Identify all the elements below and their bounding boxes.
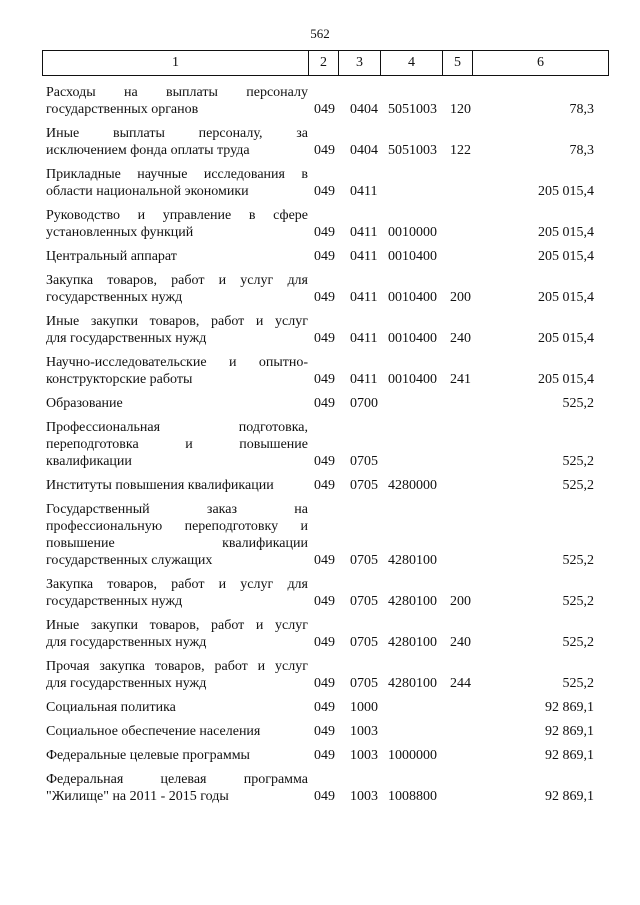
row-description: [46, 313, 308, 347]
table-row: [0, 207, 640, 241]
section-code: 0411: [350, 225, 378, 240]
amount: 525,2: [562, 396, 594, 411]
amount: 92 869,1: [545, 789, 594, 804]
row-description: [46, 699, 308, 716]
description-line: Иные выплаты персоналу, за: [46, 126, 308, 141]
row-description: [46, 419, 308, 470]
description-line: профессиональную переподготовку и: [46, 519, 308, 534]
amount: 205 015,4: [538, 249, 594, 264]
target-article-code: 0010400: [388, 290, 437, 305]
section-code: 0705: [350, 478, 378, 493]
section-code: 0705: [350, 676, 378, 691]
table-row: [0, 501, 640, 569]
table-row: [0, 477, 640, 494]
section-code: 0705: [350, 635, 378, 650]
table-row: [0, 699, 640, 716]
amount: 205 015,4: [538, 225, 594, 240]
section-code: 1000: [350, 700, 378, 715]
section-code: 0705: [350, 594, 378, 609]
description-line: области национальной экономики: [46, 184, 249, 199]
amount: 205 015,4: [538, 372, 594, 387]
ministry-code: 049: [314, 724, 335, 739]
column-header-row: [43, 51, 609, 76]
description-line: Иные закупки товаров, работ и услуг: [46, 314, 308, 329]
amount: 525,2: [562, 594, 594, 609]
ministry-code: 049: [314, 748, 335, 763]
target-article-code: 4280100: [388, 553, 437, 568]
description-line: Профессиональная подготовка,: [46, 420, 308, 435]
table-row: [0, 166, 640, 200]
ministry-code: 049: [314, 478, 335, 493]
ministry-code: 049: [314, 290, 335, 305]
ministry-code: 049: [314, 249, 335, 264]
description-line: для государственных нужд: [46, 635, 207, 650]
ministry-code: 049: [314, 454, 335, 469]
target-article-code: 5051003: [388, 102, 437, 117]
table-row: [0, 771, 640, 805]
ministry-code: 049: [314, 102, 335, 117]
amount: 92 869,1: [545, 700, 594, 715]
row-description: [46, 166, 308, 200]
description-line: Прочая закупка товаров, работ и услуг: [46, 659, 308, 674]
expense-type-code: 200: [450, 594, 471, 609]
target-article-code: 4280100: [388, 594, 437, 609]
description-line: конструкторские работы: [46, 372, 193, 387]
expense-type-code: 200: [450, 290, 471, 305]
row-description: [46, 576, 308, 610]
ministry-code: 049: [314, 225, 335, 240]
section-code: 1003: [350, 789, 378, 804]
row-description: [46, 125, 308, 159]
description-line: исключением фонда оплаты труда: [46, 143, 250, 158]
table-row: [0, 617, 640, 651]
table-row: [0, 576, 640, 610]
target-article-code: 4280100: [388, 676, 437, 691]
row-description: [46, 501, 308, 569]
description-line: Социальное обеспечение населения: [46, 724, 261, 739]
column-header-1: 1: [43, 51, 309, 76]
amount: 205 015,4: [538, 184, 594, 199]
row-description: [46, 617, 308, 651]
target-article-code: 0010000: [388, 225, 437, 240]
description-line: Научно-исследовательские и опытно-: [46, 355, 308, 370]
amount: 525,2: [562, 553, 594, 568]
description-line: Закупка товаров, работ и услуг для: [46, 273, 308, 288]
description-line: Образование: [46, 396, 123, 411]
ministry-code: 049: [314, 372, 335, 387]
section-code: 0404: [350, 102, 378, 117]
section-code: 1003: [350, 748, 378, 763]
description-line: Государственный заказ на: [46, 502, 308, 517]
row-description: [46, 84, 308, 118]
column-header-3: 3: [339, 51, 381, 76]
amount: 92 869,1: [545, 724, 594, 739]
table-row: [0, 723, 640, 740]
amount: 78,3: [569, 143, 594, 158]
section-code: 0411: [350, 290, 378, 305]
ministry-code: 049: [314, 700, 335, 715]
row-description: [46, 272, 308, 306]
ministry-code: 049: [314, 331, 335, 346]
amount: 525,2: [562, 635, 594, 650]
ministry-code: 049: [314, 184, 335, 199]
table-row: [0, 272, 640, 306]
section-code: 0411: [350, 372, 378, 387]
description-line: государственных органов: [46, 102, 199, 117]
description-line: для государственных нужд: [46, 331, 207, 346]
column-header-2: 2: [309, 51, 339, 76]
row-description: [46, 248, 308, 265]
description-line: для государственных нужд: [46, 676, 207, 691]
amount: 525,2: [562, 676, 594, 691]
target-article-code: 4280100: [388, 635, 437, 650]
description-line: Закупка товаров, работ и услуг для: [46, 577, 308, 592]
description-line: переподготовка и повышение: [46, 437, 308, 452]
column-header-table: [42, 50, 609, 76]
section-code: 1003: [350, 724, 378, 739]
description-line: Социальная политика: [46, 700, 176, 715]
amount: 525,2: [562, 478, 594, 493]
description-line: государственных нужд: [46, 290, 183, 305]
row-description: [46, 395, 308, 412]
ministry-code: 049: [314, 594, 335, 609]
ministry-code: 049: [314, 143, 335, 158]
target-article-code: 0010400: [388, 372, 437, 387]
section-code: 0404: [350, 143, 378, 158]
row-description: [46, 477, 308, 494]
ministry-code: 049: [314, 789, 335, 804]
description-line: повышение квалификации: [46, 536, 308, 551]
row-description: [46, 658, 308, 692]
amount: 92 869,1: [545, 748, 594, 763]
row-description: [46, 354, 308, 388]
page-number: 562: [310, 26, 330, 41]
table-row: [0, 747, 640, 764]
section-code: 0705: [350, 454, 378, 469]
description-line: Прикладные научные исследования в: [46, 167, 308, 182]
target-article-code: 1008800: [388, 789, 437, 804]
table-row: [0, 419, 640, 470]
column-header-6: 6: [473, 51, 609, 76]
expense-type-code: 120: [450, 102, 471, 117]
description-line: Федеральные целевые программы: [46, 748, 250, 763]
section-code: 0411: [350, 184, 378, 199]
column-header-5: 5: [443, 51, 473, 76]
description-line: Иные закупки товаров, работ и услуг: [46, 618, 308, 633]
target-article-code: 1000000: [388, 748, 437, 763]
row-description: [46, 747, 308, 764]
description-line: государственных служащих: [46, 553, 213, 568]
table-row: [0, 354, 640, 388]
ministry-code: 049: [314, 676, 335, 691]
row-description: [46, 723, 308, 740]
expense-type-code: 122: [450, 143, 471, 158]
description-line: квалификации: [46, 454, 132, 469]
ministry-code: 049: [314, 635, 335, 650]
table-row: [0, 658, 640, 692]
target-article-code: 5051003: [388, 143, 437, 158]
expense-type-code: 240: [450, 635, 471, 650]
amount: 205 015,4: [538, 331, 594, 346]
expense-type-code: 241: [450, 372, 471, 387]
description-line: Расходы на выплаты персоналу: [46, 85, 308, 100]
section-code: 0700: [350, 396, 378, 411]
description-line: Центральный аппарат: [46, 249, 177, 264]
section-code: 0411: [350, 249, 378, 264]
description-line: государственных нужд: [46, 594, 183, 609]
table-row: [0, 248, 640, 265]
table-row: [0, 125, 640, 159]
amount: 78,3: [569, 102, 594, 117]
description-line: Руководство и управление в сфере: [46, 208, 308, 223]
table-row: [0, 313, 640, 347]
target-article-code: 4280000: [388, 478, 437, 493]
section-code: 0411: [350, 331, 378, 346]
column-header-4: 4: [381, 51, 443, 76]
description-line: Институты повышения квалификации: [46, 478, 274, 493]
target-article-code: 0010400: [388, 331, 437, 346]
description-line: установленных функций: [46, 225, 194, 240]
budget-table-body: [0, 84, 640, 812]
amount: 205 015,4: [538, 290, 594, 305]
row-description: [46, 771, 308, 805]
target-article-code: 0010400: [388, 249, 437, 264]
expense-type-code: 240: [450, 331, 471, 346]
ministry-code: 049: [314, 396, 335, 411]
table-row: [0, 84, 640, 118]
description-line: "Жилище" на 2011 - 2015 годы: [46, 789, 229, 804]
ministry-code: 049: [314, 553, 335, 568]
table-row: [0, 395, 640, 412]
section-code: 0705: [350, 553, 378, 568]
description-line: Федеральная целевая программа: [46, 772, 308, 787]
amount: 525,2: [562, 454, 594, 469]
row-description: [46, 207, 308, 241]
expense-type-code: 244: [450, 676, 471, 691]
